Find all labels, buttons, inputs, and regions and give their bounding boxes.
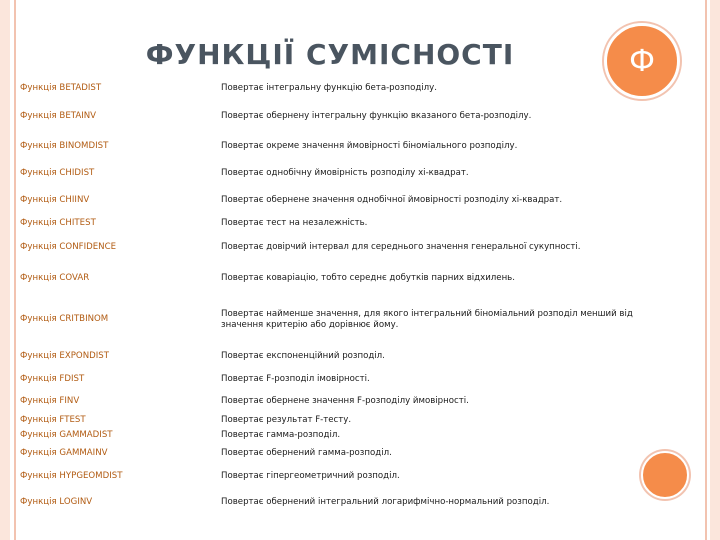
function-description: Повертає результат F-тесту.	[221, 415, 352, 425]
function-name: Функція CHIINV	[20, 195, 90, 205]
function-name: Функція CRITBINOM	[20, 314, 109, 324]
list-item	[0, 497, 700, 511]
function-name: Функція GAMMAINV	[20, 448, 108, 458]
function-description: Повертає обернений гамма-розподіл.	[221, 448, 392, 458]
function-name: Функція LOGINV	[20, 497, 93, 507]
list-item	[0, 195, 700, 209]
function-name: Функція CHITEST	[20, 218, 96, 228]
slide-title: ФУНКЦІЇ СУМІСНОСТІ	[145, 38, 515, 71]
function-description: Повертає гамма-розподіл.	[221, 430, 341, 440]
list-item	[0, 309, 700, 330]
function-name: Функція EXPONDIST	[20, 351, 109, 361]
function-description: Повертає тест на незалежність.	[221, 218, 368, 228]
function-description: Повертає гіпергеометричний розподіл.	[221, 471, 400, 481]
function-description: Повертає коваріацію, тобто середнє добутків парних відхилень.	[221, 273, 515, 283]
function-description: Повертає обернений інтегральний логарифмічно-нормальний розподіл.	[221, 497, 550, 507]
function-name: Функція FDIST	[20, 374, 85, 384]
function-description: Повертає обернене значення F-розподілу ймовірності.	[221, 396, 469, 406]
function-name: Функція FINV	[20, 396, 80, 406]
list-item	[0, 141, 700, 155]
function-name: Функція COVAR	[20, 273, 90, 283]
list-item	[0, 168, 700, 182]
list-item	[0, 111, 700, 125]
function-description: Повертає обернене значення однобічної ймовірності розподілу хі-квадрат.	[221, 195, 563, 205]
function-description: Повертає інтегральну функцію бета-розподілу.	[221, 83, 437, 93]
function-description: Повертає окреме значення ймовірності біноміального розподілу.	[221, 141, 518, 151]
logo-letter: Ф	[629, 43, 655, 79]
function-description: Повертає найменше значення, для якого інтегральний біноміальний розподіл менший від значення критерію або дорівнює йому.	[221, 309, 633, 330]
frame-line-right	[705, 0, 707, 540]
list-item	[0, 218, 700, 232]
function-description: Повертає довірчий інтервал для середнього значення генеральної сукупності.	[221, 242, 581, 252]
list-item	[0, 415, 700, 429]
list-item	[0, 448, 700, 462]
list-item	[0, 396, 700, 410]
function-name: Функція BETADIST	[20, 83, 102, 93]
list-item	[0, 430, 700, 444]
function-description: Повертає експоненційний розподіл.	[221, 351, 385, 361]
function-description: Повертає однобічну ймовірність розподілу хі-квадрат.	[221, 168, 469, 178]
function-description: Повертає обернену інтегральну функцію вказаного бета-розподілу.	[221, 111, 532, 121]
list-item	[0, 351, 700, 365]
function-name: Функція FTEST	[20, 415, 86, 425]
function-name: Функція BINOMDIST	[20, 141, 109, 151]
list-item	[0, 242, 700, 256]
function-name: Функція CONFIDENCE	[20, 242, 117, 252]
function-name: Функція BETAINV	[20, 111, 97, 121]
function-name: Функція CHIDIST	[20, 168, 95, 178]
list-item	[0, 471, 700, 485]
list-item	[0, 374, 700, 388]
list-item	[0, 83, 700, 97]
function-name: Функція GAMMADIST	[20, 430, 113, 440]
function-description: Повертає F-розподіл імовірності.	[221, 374, 370, 384]
list-item	[0, 273, 700, 287]
function-name: Функція HYPGEOMDIST	[20, 471, 123, 481]
